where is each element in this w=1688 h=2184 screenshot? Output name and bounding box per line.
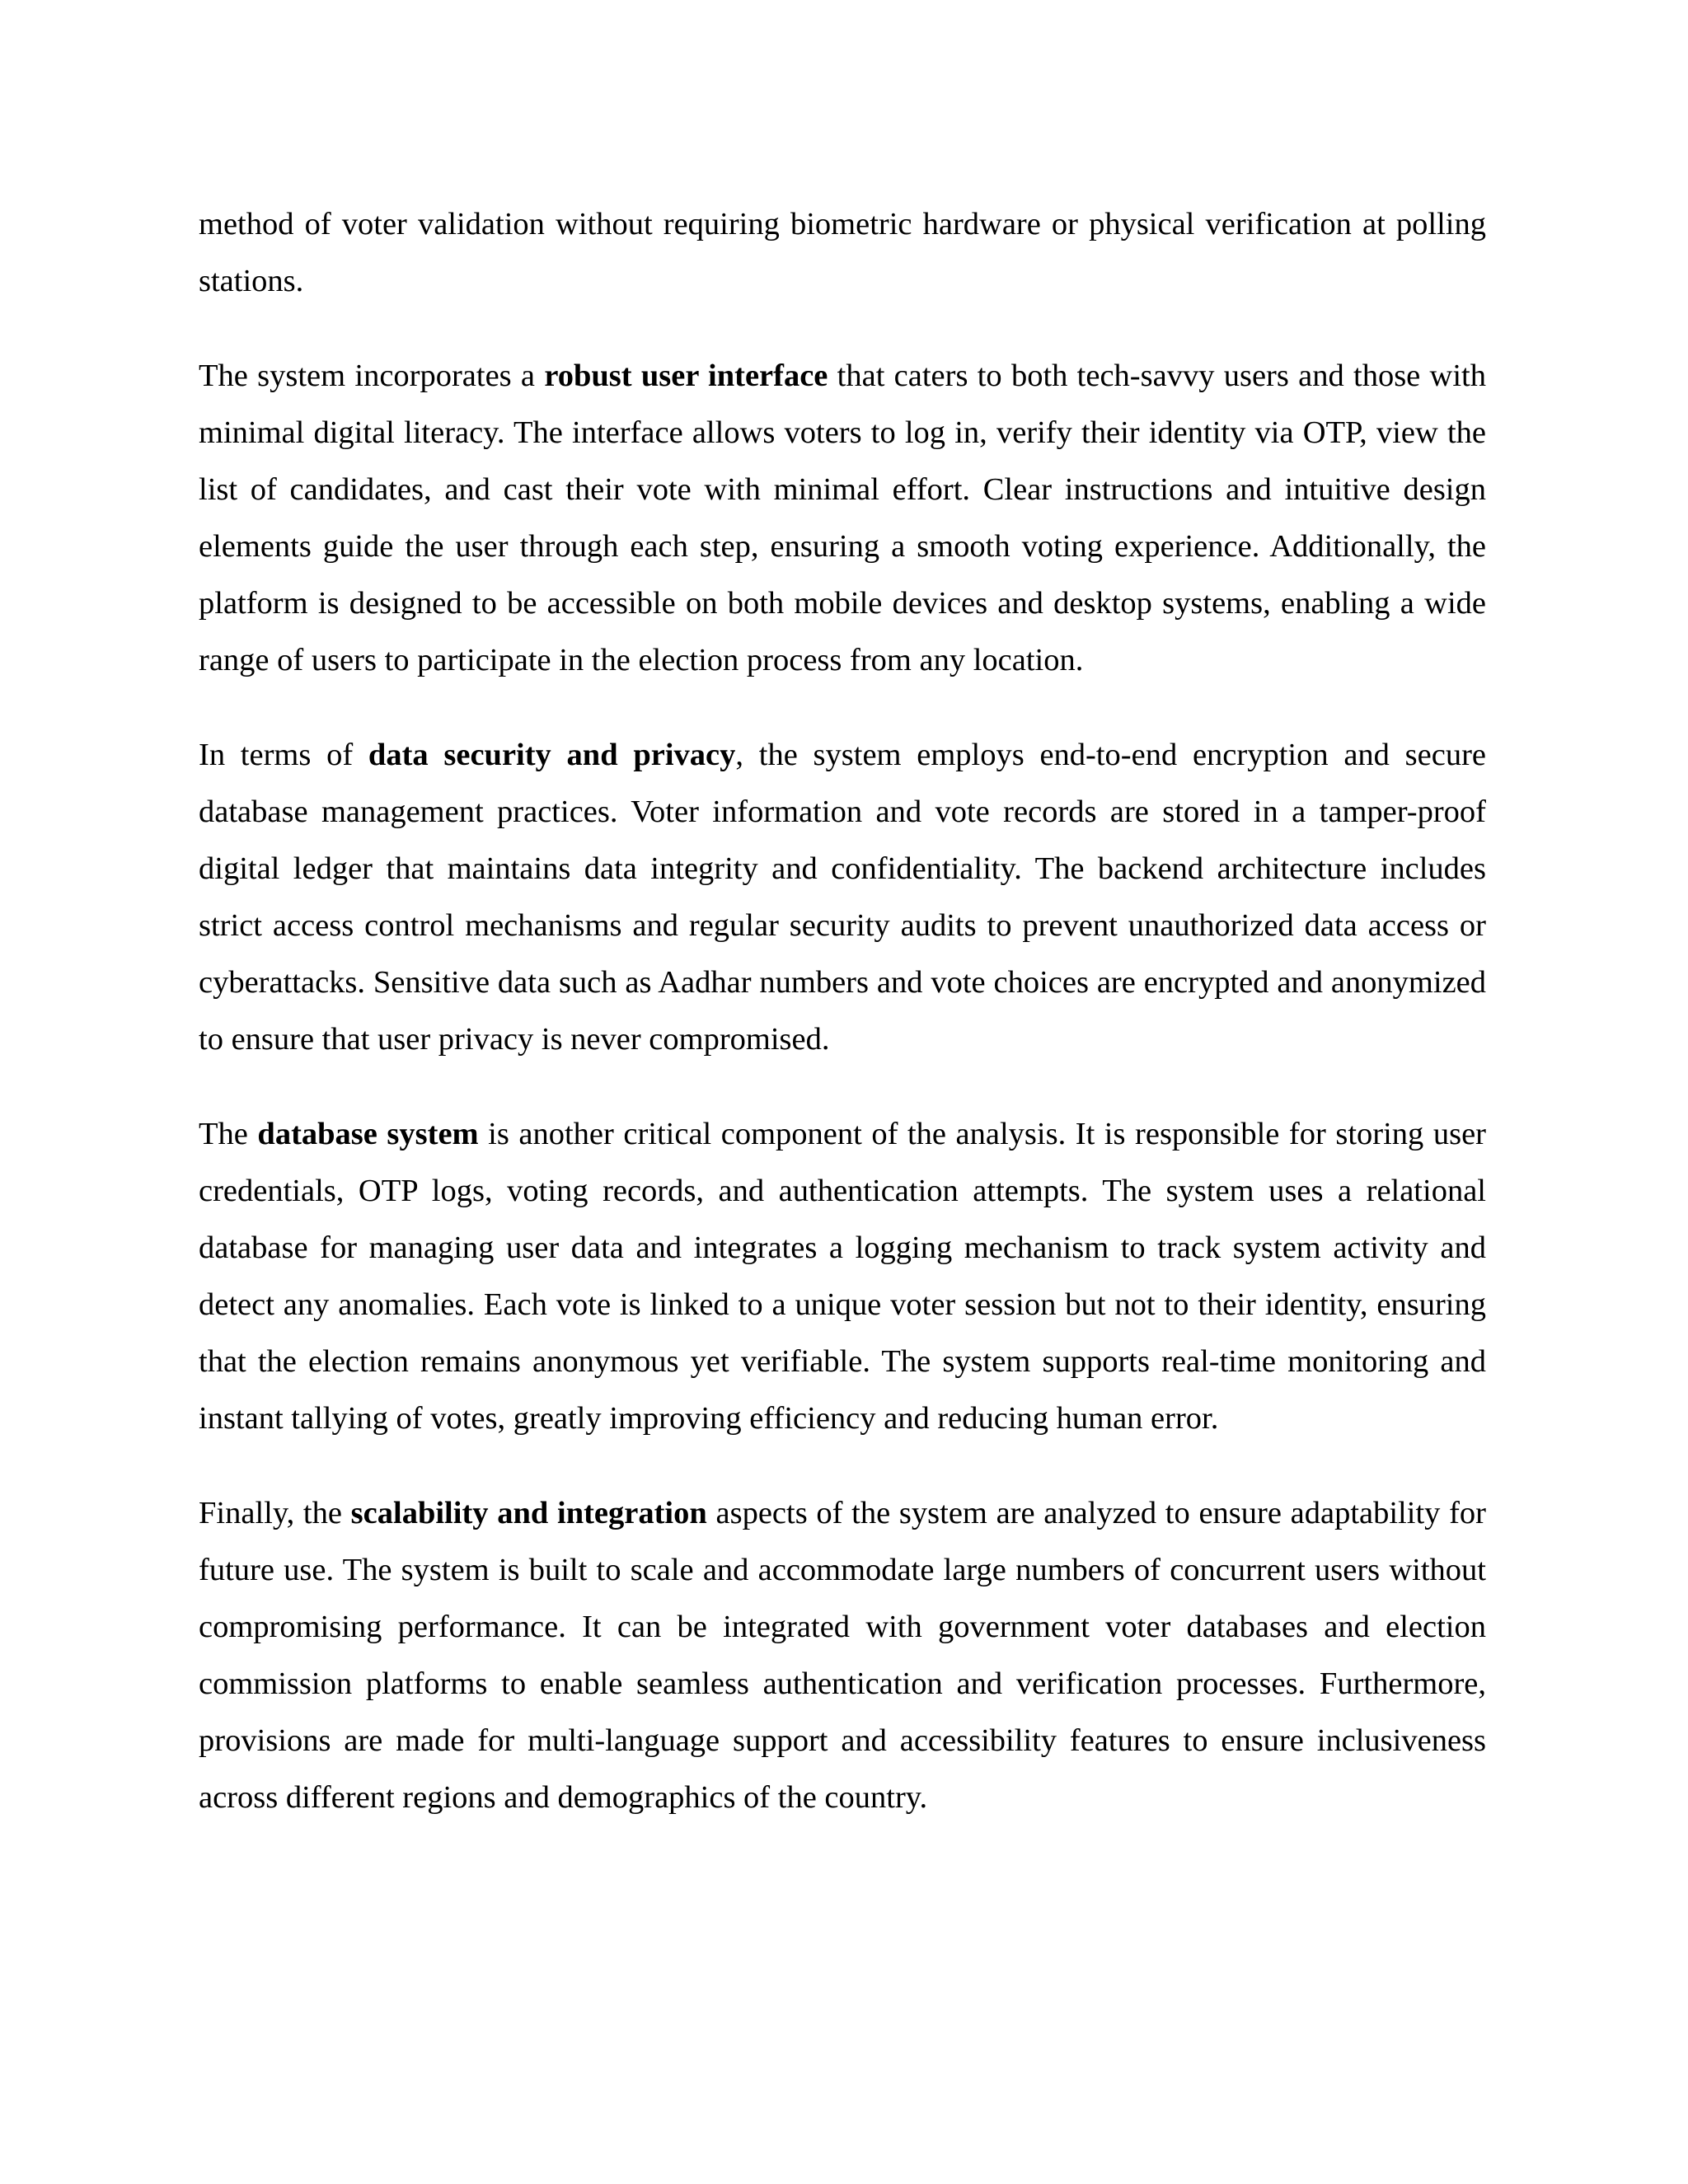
paragraph-text: aspects of the system are analyzed to ensure adaptability for future use. The system is built to scale and accommodate large numbers of concurrent users without compromising performance. It can be integrated with government voter databases and election commission platforms to enable seamless authentication and verification processes. Furthermore, provisions are made for multi-language support and accessibility features to ensure inclusiveness across different regions and demographics of the country.: [199, 1496, 1486, 1815]
body-text: [199, 196, 1486, 1864]
paragraph-voter-validation: [199, 196, 1486, 310]
paragraph-text: is another critical component of the analysis. It is responsible for storing user credentials, OTP logs, voting records, and authentication attempts. The system uses a relational database for managing user data and integrates a logging mechanism to track system activity and detect any anomalies. Each vote is linked to a unique voter session but not to their identity, ensuring that the election remains anonymous yet verifiable. The system supports real-time monitoring and instant tallying of votes, greatly improving efficiency and reducing human error.: [199, 1117, 1486, 1436]
paragraph-database-system: [199, 1106, 1486, 1447]
paragraph-data-security: [199, 727, 1486, 1068]
paragraph-user-interface: [199, 348, 1486, 689]
paragraph-text: The system incorporates a: [199, 359, 545, 393]
paragraph-text: The: [199, 1117, 258, 1151]
paragraph-text: , the system employs end-to-end encryption and secure database management practices. Voter information and vote records are stored in a tamper-proof digital ledger that maintains data integrity and confidentiality. The backend architecture includes strict access control mechanisms and regular security audits to prevent unauthorized data access or cyberattacks. Sensitive data such as Aadhar numbers and vote choices are encrypted and anonymized to ensure that user privacy is never compromised.: [199, 738, 1486, 1057]
bold-term: data security and privacy: [368, 738, 736, 772]
paragraph-text: Finally, the: [199, 1496, 351, 1530]
paragraph-text: method of voter validation without requiring biometric hardware or physical verification at polling stations.: [199, 207, 1486, 298]
paragraph-text: that caters to both tech-savvy users and those with minimal digital literacy. The interface allows voters to log in, verify their identity via OTP, view the list of candidates, and cast their vote with minimal effort. Clear instructions and intuitive design elements guide the user through each step, ensuring a smooth voting experience. Additionally, the platform is designed to be accessible on both mobile devices and desktop systems, enabling a wide range of users to participate in the election process from any location.: [199, 359, 1486, 677]
bold-term: robust user interface: [544, 359, 828, 393]
paragraph-scalability: [199, 1485, 1486, 1826]
paragraph-text: In terms of: [199, 738, 368, 772]
bold-term: scalability and integration: [350, 1496, 707, 1530]
bold-term: database system: [257, 1117, 479, 1151]
